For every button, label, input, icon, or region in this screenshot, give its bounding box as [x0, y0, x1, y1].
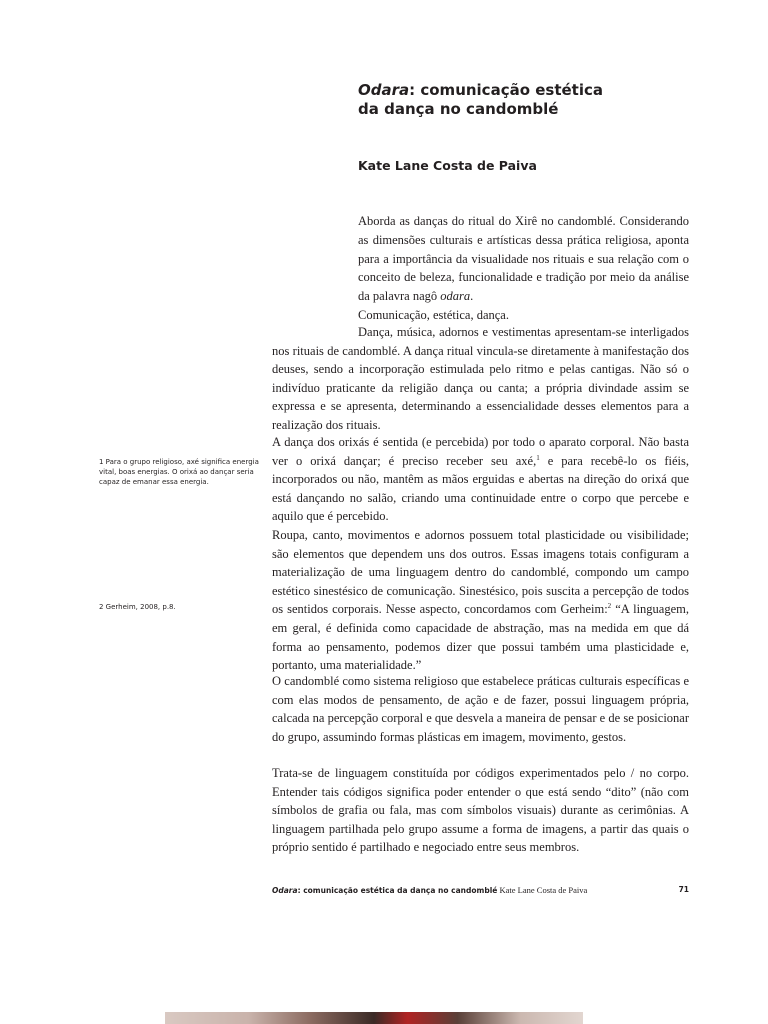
footnote-1: 1 Para o grupo religioso, axé significa energia vital, boas energias. O orixá ao dançar seria capaz de emanar essa energia. [99, 458, 259, 486]
abstract-text [358, 212, 689, 306]
paragraph-2-part-b: e para recebê-lo os fiéis, incorporados ou não, mantêm as mãos erguidas e abertas na direção do orixá que está dançando no salão, criando uma continuidade entre o corpo que percebe e aquilo que é percebido. [272, 453, 689, 524]
title-line2: da dança no candomblé [358, 100, 559, 118]
footer-title-italic: Odara [272, 886, 298, 895]
paragraph-3-part-b: “A linguagem, em geral, é definida como capacidade de abstração, mas na medida em que dá forma ao pensamento, podemos dizer que possui também uma plasticidade e, portanto, uma materialidade.” [272, 602, 689, 673]
footnote-2: 2 Gerheim, 2008, p.8. [99, 603, 176, 611]
footnote-ref-2[interactable]: 2 [607, 602, 612, 611]
photo-strip [165, 1012, 583, 1024]
running-footer [272, 885, 689, 896]
footer-title-rest: : comunicação estética da dança no candomblé [297, 886, 498, 895]
paragraph-4: O candomblé como sistema religioso que estabelece práticas culturais específicas e com elas modos de pensamento, de ação e de fazer, possui linguagem própria, calcada na percepção corporal e que desvela a maneira de pensar e de se posicionar do grupo, assumindo formas plásticas em imagem, movimento, gestos. [272, 674, 689, 744]
paragraph-2-part-a: A dança dos orixás é sentida (e percebida) por todo o aparato corporal. Não basta ver o orixá dançar; é preciso receber seu axé, [272, 435, 689, 468]
keywords: Comunicação, estética, dança. [358, 307, 509, 322]
footer-title [272, 886, 497, 895]
page-number: 71 [678, 885, 689, 894]
paragraph-5: Trata-se de linguagem constituída por códigos experimentados pelo / no corpo. Entender tais códigos significa poder entender o que está sendo “dito” (não com símbolos de grafia ou fala, mas com símbolos visuais) durante as cerimônias. A linguagem partilhada pelo grupo assume a forma de imagens, a partir das quais o próprio sentido é partilhado e negociado entre seus membros. [272, 766, 689, 855]
abstract-text-end: . [470, 289, 474, 304]
author-name: Kate Lane Costa de Paiva [358, 158, 537, 173]
title-line1-rest: : comunicação estética [409, 81, 604, 99]
abstract [358, 212, 689, 325]
paragraph-3 [272, 526, 689, 675]
paragraph-2 [272, 433, 689, 526]
footnote-ref-1[interactable]: 1 [536, 453, 540, 462]
article-title [358, 81, 688, 119]
abstract-text-part: Aborda as danças do ritual do Xirê no candomblé. Considerando as dimensões culturais e artísticas dessa prática religiosa, aponta para a importância da visualidade nos rituais e sua relação com o conceito de beleza, funcionalidade e tradição por meio da análise da palavra nagô [358, 214, 689, 304]
paragraph-3-part-a: Roupa, canto, movimentos e adornos possuem total plasticidade ou visibilidade; são elementos que dependem uns dos outros. Essas imagens totais configuram a materialização de uma linguagem dentro do candomblé, compondo um campo estético sinestésico de comunicação. Sinestésico, pois suscita a percepção de todos os sentidos corporais. Nesse aspecto, concordamos com Gerheim: [272, 528, 689, 617]
title-italic-word: Odara [358, 81, 410, 99]
abstract-italic-word: odara [440, 289, 471, 304]
footer-author: Kate Lane Costa de Paiva [497, 885, 588, 895]
paragraph-1: Dança, música, adornos e vestimentas apresentam-se interligados nos rituais de candomblé. A dança ritual vincula-se diretamente à manifestação dos deuses, sendo a incorporação estimulada pelo ritmo e pelas cantigas. Não só o indivíduo praticante da religião dança ou canta; a própria divindade assim se expressa e se apresenta, determinando a essencialidade desses elementos para a realização dos rituais. [272, 325, 689, 432]
